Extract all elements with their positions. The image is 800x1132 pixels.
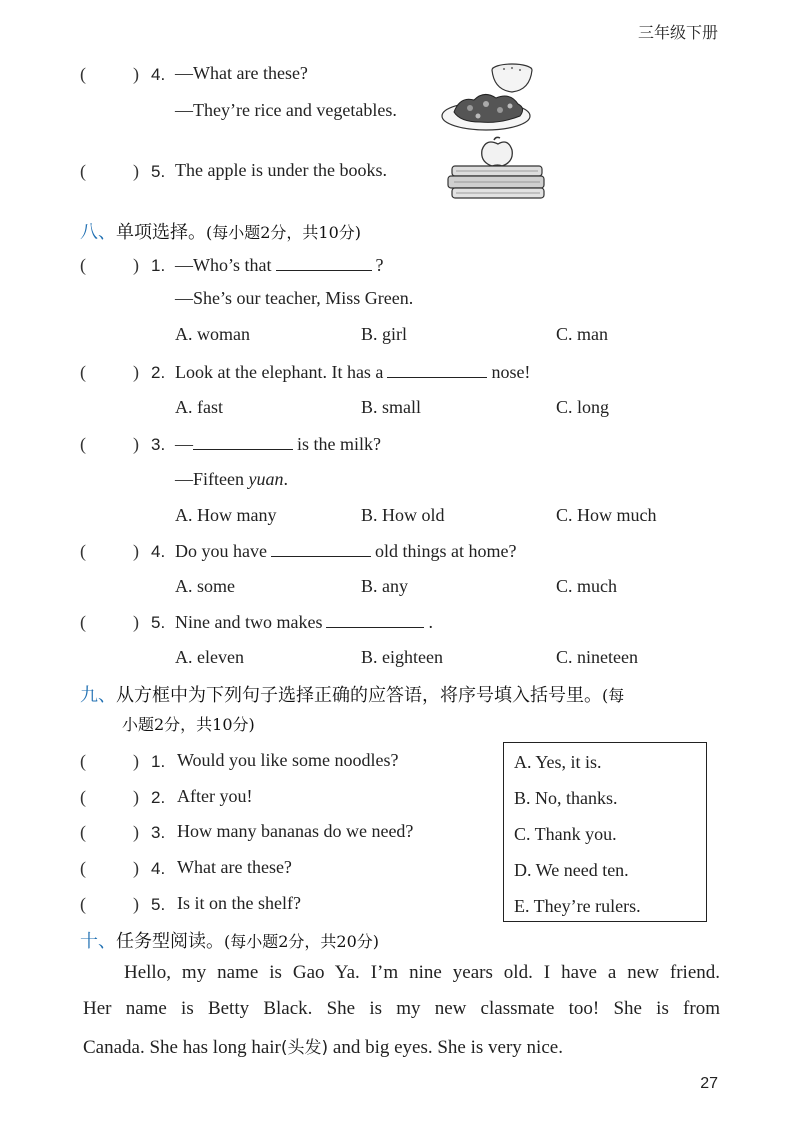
question-text-pre: —Who’s that bbox=[175, 255, 272, 275]
fill-blank[interactable] bbox=[276, 254, 372, 271]
box-option-c: C. Thank you. bbox=[514, 824, 617, 844]
answer-paren-close: ) bbox=[133, 64, 139, 84]
option-b: B. How old bbox=[361, 505, 445, 525]
answer-paren-open: ( bbox=[80, 541, 86, 561]
fill-blank[interactable] bbox=[193, 433, 293, 450]
question-number: 5. bbox=[151, 162, 166, 181]
question-text-pre: Nine and two makes bbox=[175, 612, 323, 632]
option-b: B. small bbox=[361, 397, 422, 417]
answer-paren-close: ) bbox=[133, 858, 139, 878]
answer-paren-open: ( bbox=[80, 787, 86, 807]
section-9-title: 从方框中为下列句子选择正确的应答语，将序号填入括号里。 bbox=[116, 685, 602, 706]
question-text-post: ? bbox=[375, 255, 384, 275]
answer-paren-open: ( bbox=[80, 612, 86, 632]
answer-paren-close: ) bbox=[133, 255, 139, 275]
question-text-post: is the milk? bbox=[297, 434, 381, 454]
answer-paren-open: ( bbox=[80, 894, 86, 914]
answer-paren-close: ) bbox=[133, 541, 139, 561]
question-text: After you! bbox=[177, 786, 253, 806]
question-number: 5. bbox=[151, 895, 166, 914]
question-text-line2: —She’s our teacher, Miss Green. bbox=[175, 288, 414, 308]
question-text-line2: —They’re rice and vegetables. bbox=[175, 100, 397, 120]
question-text-post: old things at home? bbox=[374, 541, 517, 561]
question-text bbox=[175, 540, 516, 562]
question-text bbox=[175, 361, 530, 383]
option-c: C. much bbox=[556, 576, 617, 596]
answer-paren-open: ( bbox=[80, 255, 86, 275]
section-10-title: 任务型阅读。 bbox=[116, 931, 224, 952]
section-8-score: (每小题2分，共10分) bbox=[206, 223, 362, 242]
answer-paren-close: ) bbox=[133, 751, 139, 771]
fill-blank[interactable] bbox=[387, 361, 487, 378]
option-a: A. How many bbox=[175, 505, 277, 525]
section-8-heading bbox=[80, 218, 361, 244]
section-10-heading bbox=[80, 927, 379, 953]
passage-line-1: Hello, my name is Gao Ya. I’m nine years old. I have a new friend. bbox=[124, 962, 720, 983]
question-text-post: nose! bbox=[491, 362, 531, 382]
question-number: 4. bbox=[151, 542, 166, 561]
answer-paren-open: ( bbox=[80, 858, 86, 878]
question-text: What are these? bbox=[177, 857, 292, 877]
answer-paren-close: ) bbox=[133, 787, 139, 807]
section-9-score-line2: 小题2分，共10分) bbox=[122, 715, 255, 734]
box-option-d: D. We need ten. bbox=[514, 860, 629, 880]
grade-header: 三年级下册 bbox=[637, 23, 718, 42]
section-10-marker: 十、 bbox=[80, 931, 116, 952]
section-9-score: (每 bbox=[602, 686, 625, 705]
question-number: 2. bbox=[151, 788, 166, 807]
section-8-title: 单项选择。 bbox=[116, 222, 206, 243]
option-c: C. long bbox=[556, 397, 610, 417]
section-9-heading bbox=[80, 681, 624, 707]
answer-paren-close: ) bbox=[133, 612, 139, 632]
question-number: 3. bbox=[151, 823, 166, 842]
passage-line-3 bbox=[83, 1033, 563, 1059]
answer-paren-open: ( bbox=[80, 434, 86, 454]
question-number: 1. bbox=[151, 256, 166, 275]
option-c: C. man bbox=[556, 324, 608, 344]
question-text: Would you like some noodles? bbox=[177, 750, 399, 770]
passage-chinese-gloss: (头发) bbox=[280, 1038, 329, 1058]
answer-paren-close: ) bbox=[133, 894, 139, 914]
question-text-post: . bbox=[428, 612, 433, 632]
option-a: A. woman bbox=[175, 324, 250, 344]
section-8-marker: 八、 bbox=[80, 222, 116, 243]
box-option-e: E. They’re rulers. bbox=[514, 896, 641, 916]
question-number: 2. bbox=[151, 363, 166, 382]
answer-options-box bbox=[503, 742, 707, 922]
option-c: C. nineteen bbox=[556, 647, 638, 667]
question-text bbox=[175, 611, 433, 633]
question-text-line2 bbox=[175, 469, 288, 490]
answer-paren-open: ( bbox=[80, 362, 86, 382]
answer-paren-open: ( bbox=[80, 751, 86, 771]
question-text: The apple is under the books. bbox=[175, 160, 387, 180]
passage-line-3-part1: Canada. She has long hair bbox=[83, 1037, 281, 1058]
question-number: 4. bbox=[151, 65, 166, 84]
section-9-score-cont bbox=[122, 712, 255, 735]
question-text-pre: Do you have bbox=[175, 541, 267, 561]
question-text-pre: Look at the elephant. It has a bbox=[175, 362, 384, 382]
option-b: B. any bbox=[361, 576, 408, 596]
question-text bbox=[175, 254, 384, 276]
option-a: A. some bbox=[175, 576, 235, 596]
question-text: —What are these? bbox=[175, 63, 308, 83]
answer-paren-close: ) bbox=[133, 434, 139, 454]
pinyin-word: yuan bbox=[248, 469, 284, 489]
box-option-b: B. No, thanks. bbox=[514, 788, 618, 808]
answer-paren-open: ( bbox=[80, 161, 86, 181]
option-a: A. fast bbox=[175, 397, 223, 417]
question-number: 1. bbox=[151, 752, 166, 771]
answer-paren-close: ) bbox=[133, 822, 139, 842]
option-b: B. eighteen bbox=[361, 647, 443, 667]
section-9-marker: 九、 bbox=[80, 685, 116, 706]
question-text-line2-part: —Fifteen bbox=[175, 469, 244, 489]
question-text: How many bananas do we need? bbox=[177, 821, 414, 841]
option-c: C. How much bbox=[556, 505, 657, 525]
fill-blank[interactable] bbox=[271, 540, 371, 557]
passage-line-2: Her name is Betty Black. She is my new classmate too! She is from bbox=[83, 998, 720, 1019]
apple-on-books-picture bbox=[446, 136, 552, 202]
box-option-a: A. Yes, it is. bbox=[514, 752, 602, 772]
answer-paren-close: ) bbox=[133, 161, 139, 181]
question-number: 4. bbox=[151, 859, 166, 878]
answer-paren-close: ) bbox=[133, 362, 139, 382]
section-10-score: (每小题2分，共20分) bbox=[224, 932, 380, 951]
answer-paren-open: ( bbox=[80, 822, 86, 842]
option-a: A. eleven bbox=[175, 647, 244, 667]
question-number: 3. bbox=[151, 435, 166, 454]
fill-blank[interactable] bbox=[326, 611, 424, 628]
answer-paren-open: ( bbox=[80, 64, 86, 84]
question-text: Is it on the shelf? bbox=[177, 893, 301, 913]
passage-line-3-part2: and big eyes. She is very nice. bbox=[328, 1037, 563, 1058]
option-b: B. girl bbox=[361, 324, 408, 344]
question-text-pre: — bbox=[175, 434, 193, 454]
page-number: 27 bbox=[700, 1075, 718, 1092]
rice-and-vegetables-picture bbox=[440, 60, 536, 136]
question-text-line2-period: . bbox=[283, 469, 288, 489]
question-text bbox=[175, 433, 381, 455]
question-number: 5. bbox=[151, 613, 166, 632]
